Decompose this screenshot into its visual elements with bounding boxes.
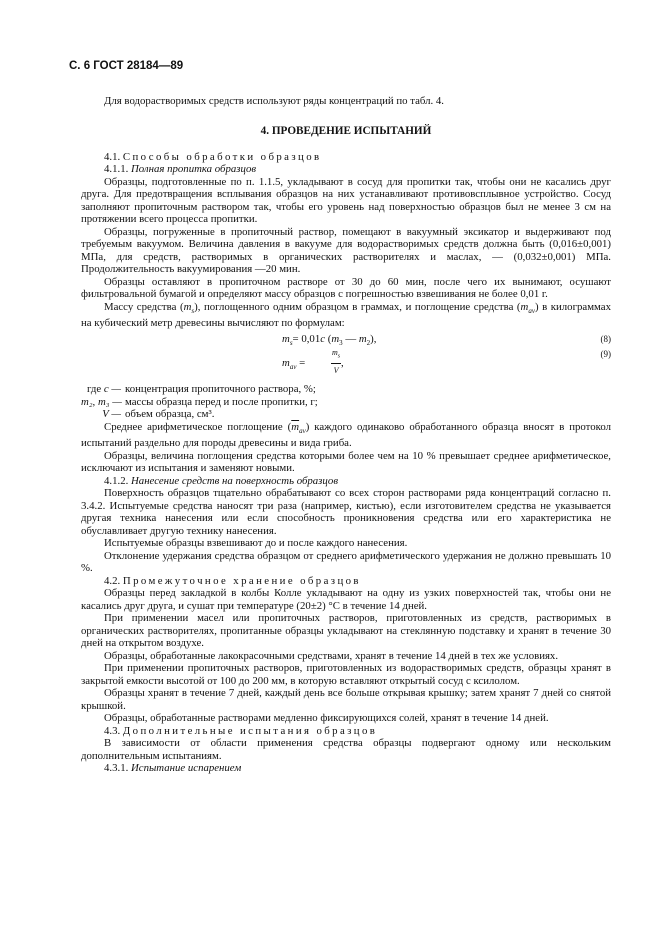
section-4-heading: 4. ПРОВЕДЕНИЕ ИСПЫТАНИЙ <box>260 125 432 137</box>
formula-number: (8) <box>600 333 611 344</box>
formula-number: (9) <box>600 349 611 360</box>
section-number: 4.3. <box>104 724 121 737</box>
paragraph: Отклонение удержания средства образцом от среднего арифметического удержания не должно превышать 10 %. <box>81 549 611 575</box>
paragraph: При применении масел или пропиточных растворов, приготовленных из средств, растворимых в органических растворителях, пропитанные образцы укладывают на стеклянную подставку и хранят в течение 30 дней на открытом воздухе. <box>81 612 611 650</box>
paragraph: В зависимости от области применения средства образцы подвергают одному или нескольким дополнительным испытаниям. <box>81 737 611 762</box>
legend-row: m₂, m₃ — массы образца перед и после пропитки, г; <box>81 395 318 408</box>
section-4-1-heading <box>81 151 611 164</box>
paragraph: Образцы, погруженные в пропиточный раствор, помещают в вакуумный эксикатор и выдерживают под требуемым вакуумом. Величина давления в вакууме для водорастворимых средств должна быть (0,016±0,001) МПа, для средств, растворимых в органических растворителях и маслах, — (0,032±0,001) МПа. Продолжительность вакуумирования —20 мин. <box>81 225 611 275</box>
section-title: Дополнительные испытания образцов <box>122 724 378 737</box>
section-4-3-heading <box>81 725 611 738</box>
section-title: Способы обработки образцов <box>122 150 322 163</box>
paragraph: Испытуемые образцы взвешивают до и после каждого нанесения. <box>104 537 408 550</box>
section-number: 4.3.1. <box>104 762 129 775</box>
formula-9: $m_{av}$ = $\frac{m_s}{V}$ , (9) <box>282 348 611 375</box>
section-title: Промежуточное хранение образцов <box>122 574 361 587</box>
paragraph: Образцы оставляют в пропиточном растворе от 30 до 60 мин, после чего их вынимают, осушают фильтровальной бумагой и определяют массу образцов с погрешностью взвешивания не более 0,01 г. <box>81 275 611 300</box>
section-number: 4.2. <box>104 574 121 587</box>
fraction <box>331 348 341 375</box>
variable-legend <box>81 383 611 421</box>
formula-lhs: $m_{av}$ = <box>282 357 306 372</box>
section-4-3-1-heading <box>81 762 611 775</box>
legend-row: V — объем образца, см³. <box>102 408 215 421</box>
paragraph: Образцы перед закладкой в колбы Колле укладывают на одну из узких поверхностей так, чтобы они не касались друг друга, и сушат при температуре (20±2) °С в течение 14 дней. <box>81 587 611 612</box>
section-title: Нанесение средств на поверхность образцов <box>131 474 339 487</box>
formula-expression: $m_s= 0,01c$ ($m_3$ — $m_2$), <box>282 332 377 347</box>
section-4-1-2-heading <box>81 475 611 488</box>
section-title: Испытание испарением <box>131 762 242 775</box>
section-number: 4.1. <box>104 150 121 163</box>
paragraph: При применении пропиточных растворов, приготовленных из водорастворимых средств, образцы хранят в закрытой емкости высотой от 100 до 200 мм, в которую вставляют открытый сосуд с ксилолом. <box>81 662 611 687</box>
legend-row: где c — концентрация пропиточного раствора, %; <box>87 383 316 396</box>
paragraph: Образцы, величина поглощения средства которыми более чем на 10 % превышает среднее арифметическое, исключают из испытания и заменяют новыми. <box>81 449 611 475</box>
paragraph: Образцы, обработанные растворами медленно фиксирующихся солей, хранят в течение 14 дней. <box>104 712 549 725</box>
formula-8 <box>81 333 611 346</box>
fraction-numerator: $m_s$ <box>331 348 341 364</box>
section-4-1-1-heading <box>81 163 611 176</box>
paragraph: Поверхность образцов тщательно обрабатывают со всех сторон растворами ряда концентраций согласно п. 3.4.2. Испытуемые средства наносят три раза (например, кистью), если изготовителем средства не указывается другая техника нанесения или если способность проникновения средства или его характеристика не обуславливает другую технику нанесения. <box>81 487 611 537</box>
paragraph: Среднее арифметическое поглощение $(\overline{m}_{av})$ каждого одинаково обработанного образца вносят в протокол испытаний раздельно для породы древесины и вида гриба. <box>81 420 611 450</box>
paragraph: Образцы хранят в течение 7 дней, каждый день все больше открывая крышку; затем хранят 7 дней со снятой крышкой. <box>81 687 611 712</box>
paragraph: Образцы, обработанные лакокрасочными средствами, хранят в течение 14 дней в тех же условиях. <box>104 649 559 662</box>
paragraph-formula-intro: Массу средства $(m_s)$, поглощенного одним образцом в граммах, и поглощение средства $(m_{av})$ в килограммах на кубический метр древесины вычисляют по формулам: <box>81 300 611 330</box>
section-number: 4.1.2. <box>104 474 129 487</box>
intro-paragraph: Для водорастворимых средств используют ряды концентраций по табл. 4. <box>104 94 444 107</box>
section-number: 4.1.1. <box>104 163 129 175</box>
fraction-denominator: V <box>333 365 339 375</box>
page-header: С. 6 ГОСТ 28184—89 <box>69 60 184 72</box>
section-title: Полная пропитка образцов <box>131 163 257 175</box>
paragraph: Образцы, подготовленные по п. 1.1.5, укладывают в сосуд для пропитки так, чтобы они не касались друг друга. Для предотвращения всплывания образцов на них устанавливают противовсплывное устройство. Сосуд заполняют пропиточным раствором так, чтобы его уровень над поверхностью образцов был не менее 3 см на протяжении всего процесса пропитки. <box>81 175 611 225</box>
section-4-2-heading <box>81 575 611 588</box>
